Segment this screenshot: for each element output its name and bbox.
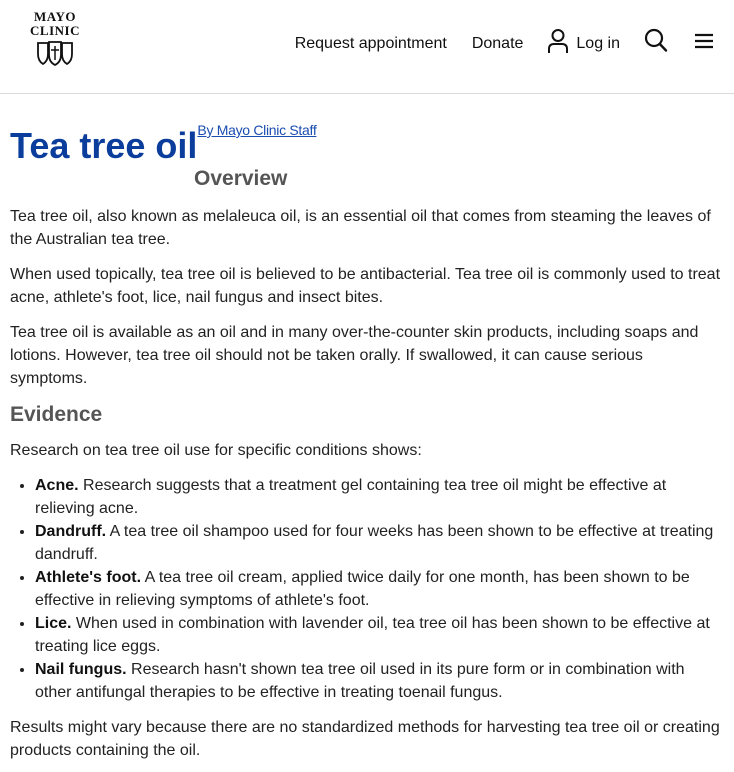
finding-text: A tea tree oil cream, applied twice daily for one month, has been shown to be effective in relieving symptoms of athlete's foot. <box>35 569 690 609</box>
evidence-intro: Research on tea tree oil use for specific conditions shows: <box>10 442 422 459</box>
closing-paragraph: Results might vary because there are no standardized methods for harvesting tea tree oil or creating products containing the oil. <box>10 719 720 759</box>
logo-line-2: CLINIC <box>30 23 80 38</box>
list-item <box>35 520 724 566</box>
article <box>0 122 734 762</box>
finding-term: Lice. <box>35 615 72 632</box>
findings-list <box>10 474 724 704</box>
list-item <box>35 658 724 704</box>
main-nav <box>295 28 714 59</box>
page-title: Tea tree oil <box>10 125 198 166</box>
byline-link[interactable]: By Mayo Clinic Staff <box>197 122 317 138</box>
finding-term: Acne. <box>35 477 79 494</box>
title-row <box>10 122 724 166</box>
overview-heading: Overview <box>194 167 288 190</box>
finding-text: A tea tree oil shampoo used for four weeks has been shown to be effective at treating dandruff. <box>35 523 714 563</box>
list-item <box>35 474 724 520</box>
finding-term: Dandruff. <box>35 523 107 540</box>
logo-line-1: MAYO <box>34 9 76 24</box>
menu-icon[interactable] <box>694 33 714 54</box>
finding-text: Research suggests that a treatment gel containing tea tree oil might be effective at relieving acne. <box>35 477 667 517</box>
finding-text: When used in combination with lavender oil, tea tree oil has been shown to be effective at treating lice eggs. <box>35 615 710 655</box>
finding-text: Research hasn't shown tea tree oil used in its pure form or in combination with other antifungal therapies to be effective in treating toenail fungus. <box>35 661 685 701</box>
overview-paragraph-3: Tea tree oil is available as an oil and in many over-the-counter skin products, including soaps and lotions. However, tea tree oil should not be taken orally. If swallowed, it can cause serious symptoms. <box>10 324 699 387</box>
user-icon <box>547 28 569 59</box>
mayo-shield-icon <box>35 40 75 66</box>
mayo-clinic-logo[interactable] <box>24 10 86 66</box>
search-icon[interactable] <box>644 28 668 59</box>
evidence-heading: Evidence <box>10 403 103 426</box>
finding-term: Nail fungus. <box>35 661 127 678</box>
login-label: Log in <box>576 34 620 52</box>
request-appointment-link[interactable]: Request appointment <box>294 34 447 52</box>
finding-term: Athlete's foot. <box>35 569 142 586</box>
donate-link[interactable]: Donate <box>471 34 524 52</box>
overview-paragraph-1: Tea tree oil, also known as melaleuca oil, is an essential oil that comes from steaming the leaves of the Australian tea tree. <box>10 208 711 248</box>
overview-paragraph-2: When used topically, tea tree oil is believed to be antibacterial. Tea tree oil is commonly used to treat acne, athlete's foot, lice, nail fungus and insect bites. <box>10 266 721 306</box>
site-header <box>0 0 734 94</box>
login-link[interactable] <box>547 28 620 59</box>
list-item <box>35 612 724 658</box>
list-item <box>35 566 724 612</box>
